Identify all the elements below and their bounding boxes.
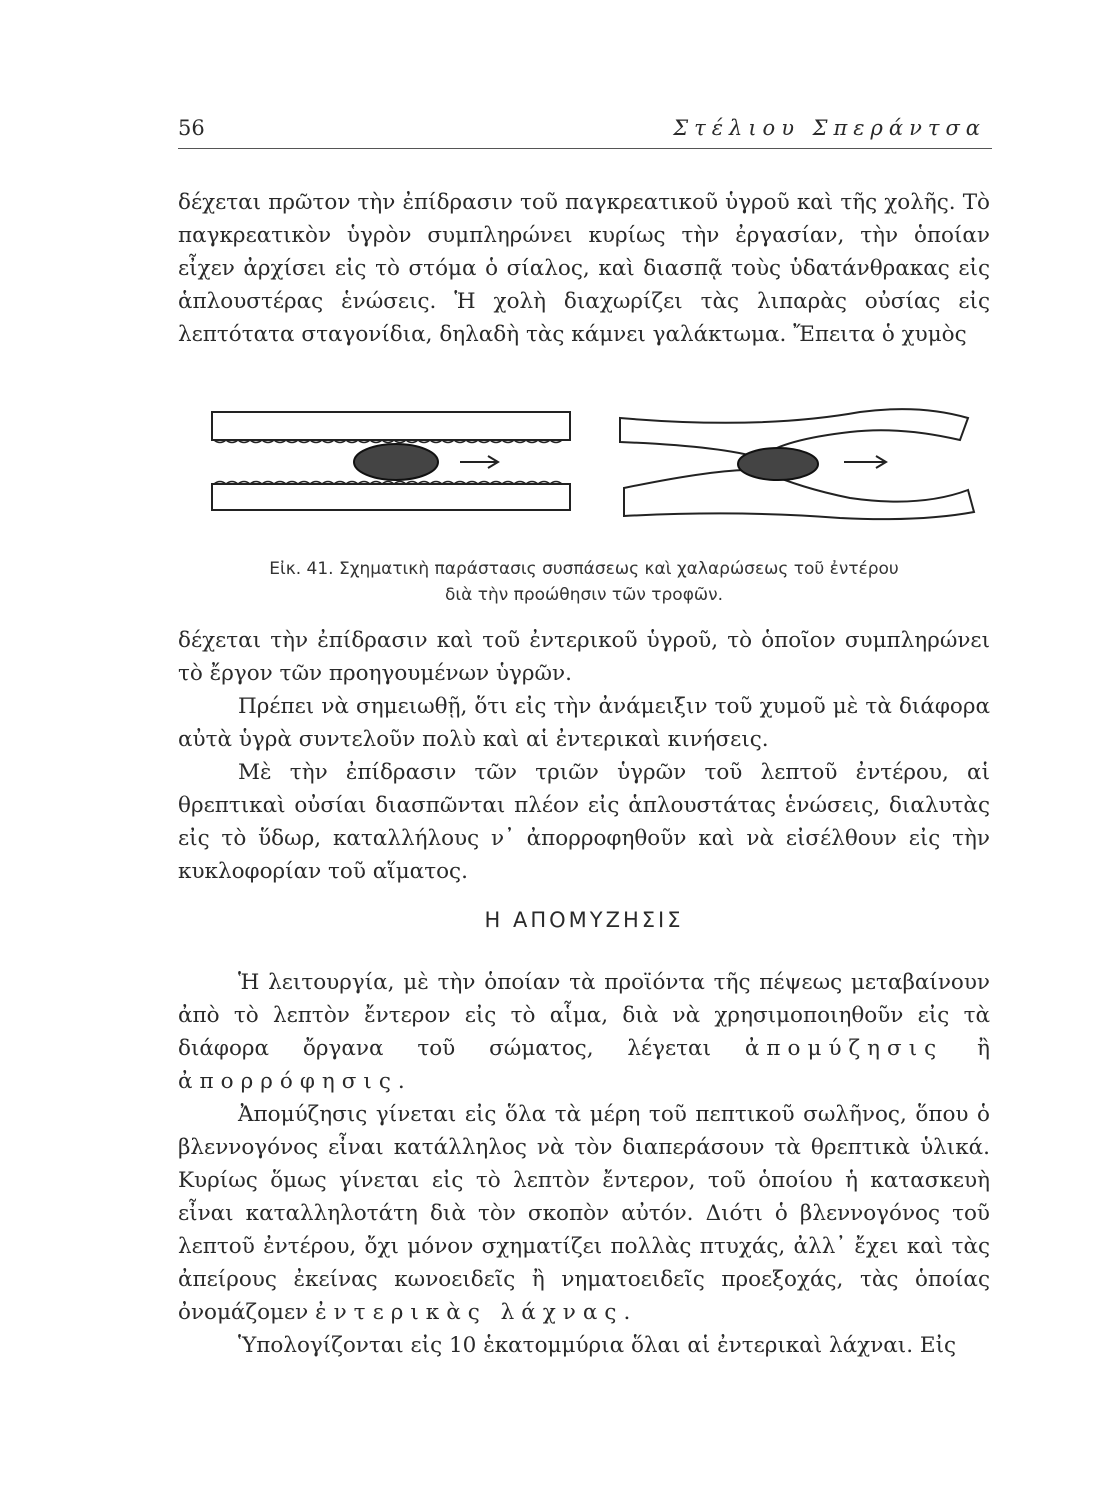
paragraph-5 bbox=[178, 966, 990, 1098]
paragraph-group bbox=[178, 624, 990, 888]
paragraph-1-text: δέχεται πρῶτον τὴν ἐπίδρασιν τοῦ παγκρεατικοῦ ὑγροῦ καὶ τῆς χολῆς. Τὸ παγκρεατικὸν ὑγρὸν συμπληρώνει κυρίως τὴν ἐργασίαν, τὴν ὁποίαν εἶχεν ἀρχίσει εἰς τὸ στόμα ὁ σίαλος, καὶ διασπᾷ τοὺς ὑδατάνθρακας εἰς ἁπλουστέρας ἑνώσεις. Ἡ χολὴ διαχωρίζει τὰς λιπαρὰς οὐσίας εἰς λεπτότατα σταγονίδια, δηλαδὴ τὰς κάμνει γαλάκτωμα. Ἔπειτα ὁ χυμὸς bbox=[178, 190, 990, 347]
paragraph-6-text: Ἀπομύζησις γίνεται εἰς ὅλα τὰ μέρη τοῦ πεπτικοῦ σωλῆνος, ὅπου ὁ βλεννογόνος εἶναι κατάλληλος νὰ τὸν διαπεράσουν τὰ θρεπτικὰ ὑλικά. Κυρίως ὅμως γίνεται εἰς τὸ λεπτὸν ἔντερον, τοῦ ὁποίου ἡ κατασκευὴ εἶναι καταλληλοτάτη διὰ τὸν σκοπὸν αὐτόν. Διότι ὁ βλεννογόνος τοῦ λεπτοῦ ἐντέρου, ὄχι μόνον σχηματίζει πολλὰς πτυχάς, ἀλλ᾿ ἔχει καὶ τὰς ἀπείρους ἐκείνας κωνοειδεῖς ἢ νηματοειδεῖς προεξοχάς, τὰς ὁποίας ὀνομάζομεν bbox=[178, 1102, 990, 1325]
paragraph-2: δέχεται τὴν ἐπίδρασιν καὶ τοῦ ἐντερικοῦ ὑγροῦ, τὸ ὁποῖον συμπληρώνει τὸ ἔργον τῶν προηγουμένων ὑγρῶν. bbox=[178, 628, 990, 686]
caption-line-1: Εἰκ. 41. Σχηματικὴ παράστασις συσπάσεως καὶ χαλαρώσεως τοῦ ἐντέρου bbox=[269, 559, 899, 579]
paragraph-1 bbox=[178, 186, 990, 351]
term-aporrofesis: ἀπορρόφησις bbox=[178, 1069, 398, 1094]
food-bolus bbox=[738, 448, 818, 480]
upper-wall bbox=[212, 412, 570, 440]
direction-arrow-icon bbox=[460, 456, 498, 468]
connector-text: ἢ bbox=[977, 1036, 990, 1061]
term-apomyzesis: ἀπομύζησις bbox=[744, 1036, 944, 1061]
caption-line-2: διὰ τὴν προώθησιν τῶν τροφῶν. bbox=[444, 585, 724, 605]
paragraph-6-end: . bbox=[623, 1300, 631, 1325]
paragraph-4: Μὲ τὴν ἐπίδρασιν τῶν τριῶν ὑγρῶν τοῦ λεπτοῦ ἐντέρου, αἱ θρεπτικαὶ οὐσίαι διασπῶνται πλέον εἰς ἁπλουστάτας ἑνώσεις, διαλυτὰς εἰς τὸ ὕδωρ, καταλλήλους ν᾿ ἀπορροφηθοῦν καὶ νὰ εἰσέλθουν εἰς τὴν κυκλοφορίαν τοῦ αἵματος. bbox=[178, 760, 990, 884]
page-header bbox=[178, 112, 992, 149]
running-title: Στέλιου Σπεράντσα bbox=[673, 116, 986, 140]
paragraph-5-text: Ἡ λειτουργία, μὲ τὴν ὁποίαν τὰ προϊόντα τῆς πέψεως μεταβαίνουν ἀπὸ τὸ λεπτὸν ἔντερον εἰς τὸ αἷμα, διὰ νὰ χρησιμοποιηθοῦν εἰς τὰ διάφορα ὄργανα τοῦ σώματος, λέγεται bbox=[178, 970, 990, 1061]
right-tube-diagram bbox=[620, 409, 974, 519]
paragraph-group-2 bbox=[178, 966, 990, 1362]
paragraph-3: Πρέπει νὰ σημειωθῇ, ὅτι εἰς τὴν ἀνάμειξιν τοῦ χυμοῦ μὲ τὰ διάφορα αὐτὰ ὑγρὰ συντελοῦν πολὺ καὶ αἱ ἐντερικαὶ κινήσεις. bbox=[178, 694, 990, 752]
page-number: 56 bbox=[178, 116, 205, 140]
left-tube-diagram bbox=[212, 412, 570, 510]
figure-caption bbox=[178, 556, 990, 608]
term-enterikas-lachnas: ἐντερικὰς λάχνας bbox=[315, 1300, 624, 1325]
intestine-diagram bbox=[200, 398, 980, 528]
direction-arrow-icon bbox=[844, 456, 886, 468]
food-bolus bbox=[354, 444, 438, 480]
paragraph-5-end: . bbox=[397, 1069, 405, 1094]
paragraph-7: Ὑπολογίζονται εἰς 10 ἑκατομμύρια ὅλαι αἱ ἐντερικαὶ λάχναι. Εἰς bbox=[238, 1333, 957, 1358]
paragraph-6 bbox=[178, 1098, 990, 1329]
lower-wall bbox=[212, 484, 570, 510]
section-heading: Η ΑΠΟΜΥΖΗΣΙΣ bbox=[484, 908, 684, 932]
